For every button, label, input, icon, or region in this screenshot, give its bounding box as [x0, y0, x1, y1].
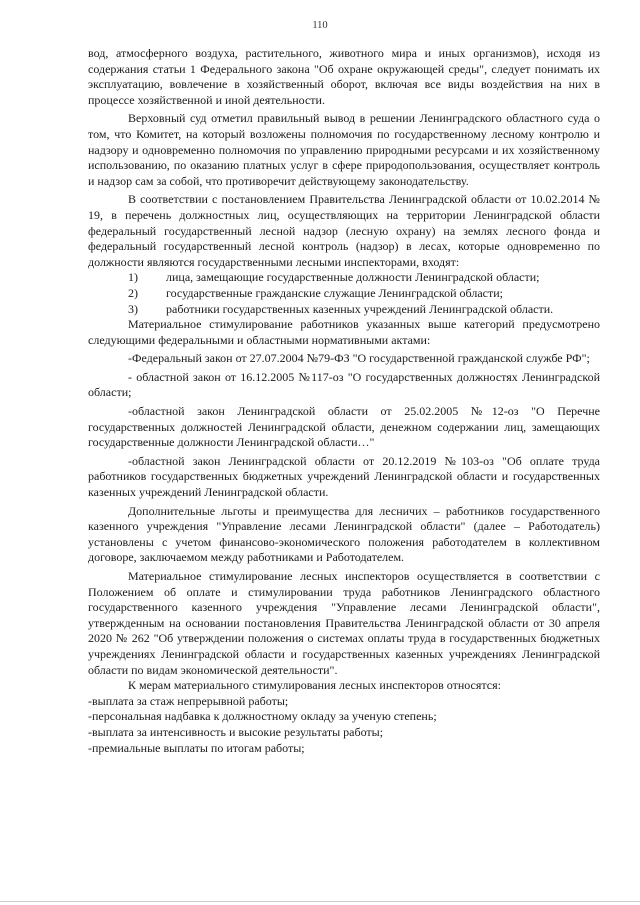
- bullet-item: -выплата за стаж непрерывной работы;: [88, 693, 289, 708]
- document-body: [88, 46, 600, 756]
- paragraph-law-117: - областной закон от 16.12.2005 №117-оз "О государственных должностях Ленинградской области;: [88, 369, 600, 400]
- page-bottom-edge: [0, 901, 640, 902]
- bullet-item: -премиальные выплаты по итогам работы;: [88, 740, 305, 755]
- list-number: 1): [128, 270, 138, 285]
- list-text: лица, замещающие государственные должности Ленинградской области;: [166, 270, 540, 285]
- paragraph-measures-intro: К мерам материального стимулирования лесных инспекторов относятся:: [128, 678, 501, 693]
- paragraph-law-79: -Федеральный закон от 27.07.2004 №79-ФЗ "О государственной гражданской службе РФ";: [128, 351, 590, 366]
- paragraph-stimulation: Материальное стимулирование работников указанных выше категорий предусмотрено следующими федеральными и областными нормативными актами:: [88, 317, 600, 347]
- list-number: 3): [128, 301, 138, 316]
- paragraph-law-103: -областной закон Ленинградской области от 20.12.2019 №103-оз "Об оплате труда работников государственных бюджетных учреждений Ленинградской области и государственных казенных учреждений Ленинградской области.: [88, 453, 600, 500]
- paragraph-supreme-court: Верховный суд отметил правильный вывод в решении Ленинградского областного суда о том, что Комитет, на который возложены полномочия по государственному лесному контролю и надзору и одновременно полномочия по управлению природными ресурсами и их хозяйственному использованию, по оказанию платных услуг в сфере природопользования, осуществляет контроль и надзор сам за собой, что противоречит действующему законодательству.: [88, 111, 600, 188]
- bullet-item: -персональная надбавка к должностному окладу за ученую степень;: [88, 709, 437, 724]
- list-item: [88, 302, 600, 318]
- list-number: 2): [128, 285, 138, 300]
- page-number: 110: [312, 20, 328, 31]
- paragraph-resolution: В соответствии с постановлением Правительства Ленинградской области от 10.02.2014 № 19, в перечень должностных лиц, осуществляющих на территории Ленинградской области федеральный государственный лесной надзор (лесную охрану) на землях лесного фонда и федеральный государственный лесной контроль (надзор) в лесах, которые одновременно по должности являются государственными лесными инспекторами, входят:: [88, 192, 600, 269]
- list-text: государственные гражданские служащие Ленинградской области;: [166, 285, 503, 300]
- paragraph-benefits: Дополнительные льготы и преимущества для лесничих – работников государственного казенного учреждения "Управление лесами Ленинградской области" (далее – Работодатель) установлены с учетом финансово-экономического положения работодателем в коллективном договоре, заключаемом между работниками и Работодателем.: [88, 503, 600, 565]
- paragraph-law-12: -областной закон Ленинградской области от 25.02.2005 №12-оз "О Перечне государственных должностей Ленинградской области, денежном содержании лиц, замещающих государственные должности Ленинградской области…": [88, 404, 600, 450]
- bullet-item: -выплата за интенсивность и высокие результаты работы;: [88, 724, 384, 739]
- list-item: [88, 286, 600, 302]
- list-text: работники государственных казенных учреждений Ленинградской области.: [166, 301, 554, 316]
- paragraph-continuation: вод, атмосферного воздуха, растительного, животного мира и иных организмов), исходя из содержания статьи 1 Федерального закона "Об охране окружающей среды", следует понимать их эксплуатацию, вовлечение в хозяйственный оборот, включая все виды воздействия на них в процессе хозяйственной и иной деятельности.: [88, 46, 600, 107]
- paragraph-regulation: Материальное стимулирование лесных инспекторов осуществляется в соответствии с Положением об оплате и стимулировании труда работников Ленинградского областного государственного казенного учреждения "Управление лесами Ленинградской области", утвержденным на основании постановления Правительства Ленинградской области от 30 апреля 2020 № 262 "Об утверждении положения о системах оплаты труда в государственных бюджетных учреждениях Ленинградской области и государственных казенных учреждениях Ленинградской области по видам экономической деятельности".: [88, 569, 600, 677]
- list-item: [88, 270, 600, 286]
